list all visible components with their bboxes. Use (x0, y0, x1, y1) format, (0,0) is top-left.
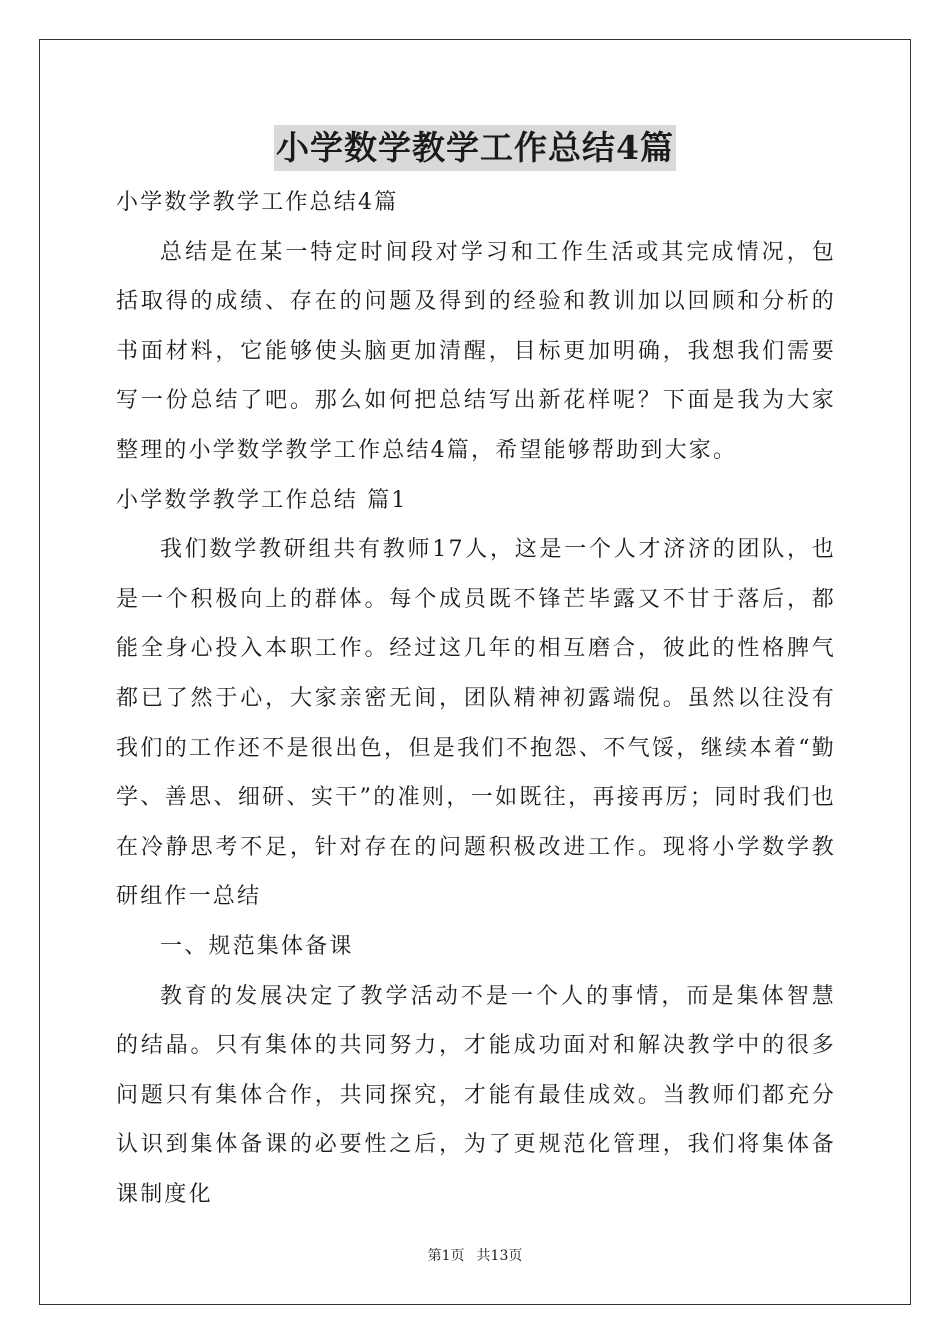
body-paragraph: 我们数学教研组共有教师17人，这是一个人才济济的团队，也是一个积极向上的群体。每个成员既不锋芒毕露又不甘于落后，都能全身心投入本职工作。经过这几年的相互磨合，彼此的性格脾气都已了然于心，大家亲密无间，团队精神初露端倪。虽然以往没有我们的工作还不是很出色，但是我们不抱怨、不气馁，继续本着“勤学、善思、细研、实干”的准则，一如既往，再接再厉；同时我们也在冷静思考不足，针对存在的问题积极改进工作。现将小学数学教研组作一总结 (116, 537, 836, 910)
document-title: 小学数学教学工作总结4篇 (274, 125, 676, 171)
document-body (116, 178, 836, 1219)
document-subtitle: 小学数学教学工作总结4篇 (116, 190, 399, 215)
title-container (0, 125, 950, 171)
subsection-heading: 一、规范集体备课 (160, 933, 354, 959)
intro-paragraph: 总结是在某一特定时间段对学习和工作生活或其完成情况，包括取得的成绩、存在的问题及得到的经验和教训加以回顾和分析的书面材料，它能够使头脑更加清醒，目标更加明确，我想我们需要写一份总结了吧。那么如何把总结写出新花样呢？下面是我为大家整理的小学数学教学工作总结4篇，希望能够帮助到大家。 (116, 239, 836, 463)
page-total: 共13页 (476, 1248, 523, 1264)
body-paragraph: 教育的发展决定了教学活动不是一个人的事情，而是集体智慧的结晶。只有集体的共同努力，才能成功面对和解决教学中的很多问题只有集体合作，共同探究，才能有最佳成效。当教师们都充分认识到集体备课的必要性之后，为了更规范化管理，我们将集体备课制度化 (116, 983, 836, 1207)
page-footer (0, 1246, 950, 1266)
section-heading: 小学数学教学工作总结 篇1 (116, 487, 408, 513)
page-number: 第1页 (427, 1248, 465, 1264)
